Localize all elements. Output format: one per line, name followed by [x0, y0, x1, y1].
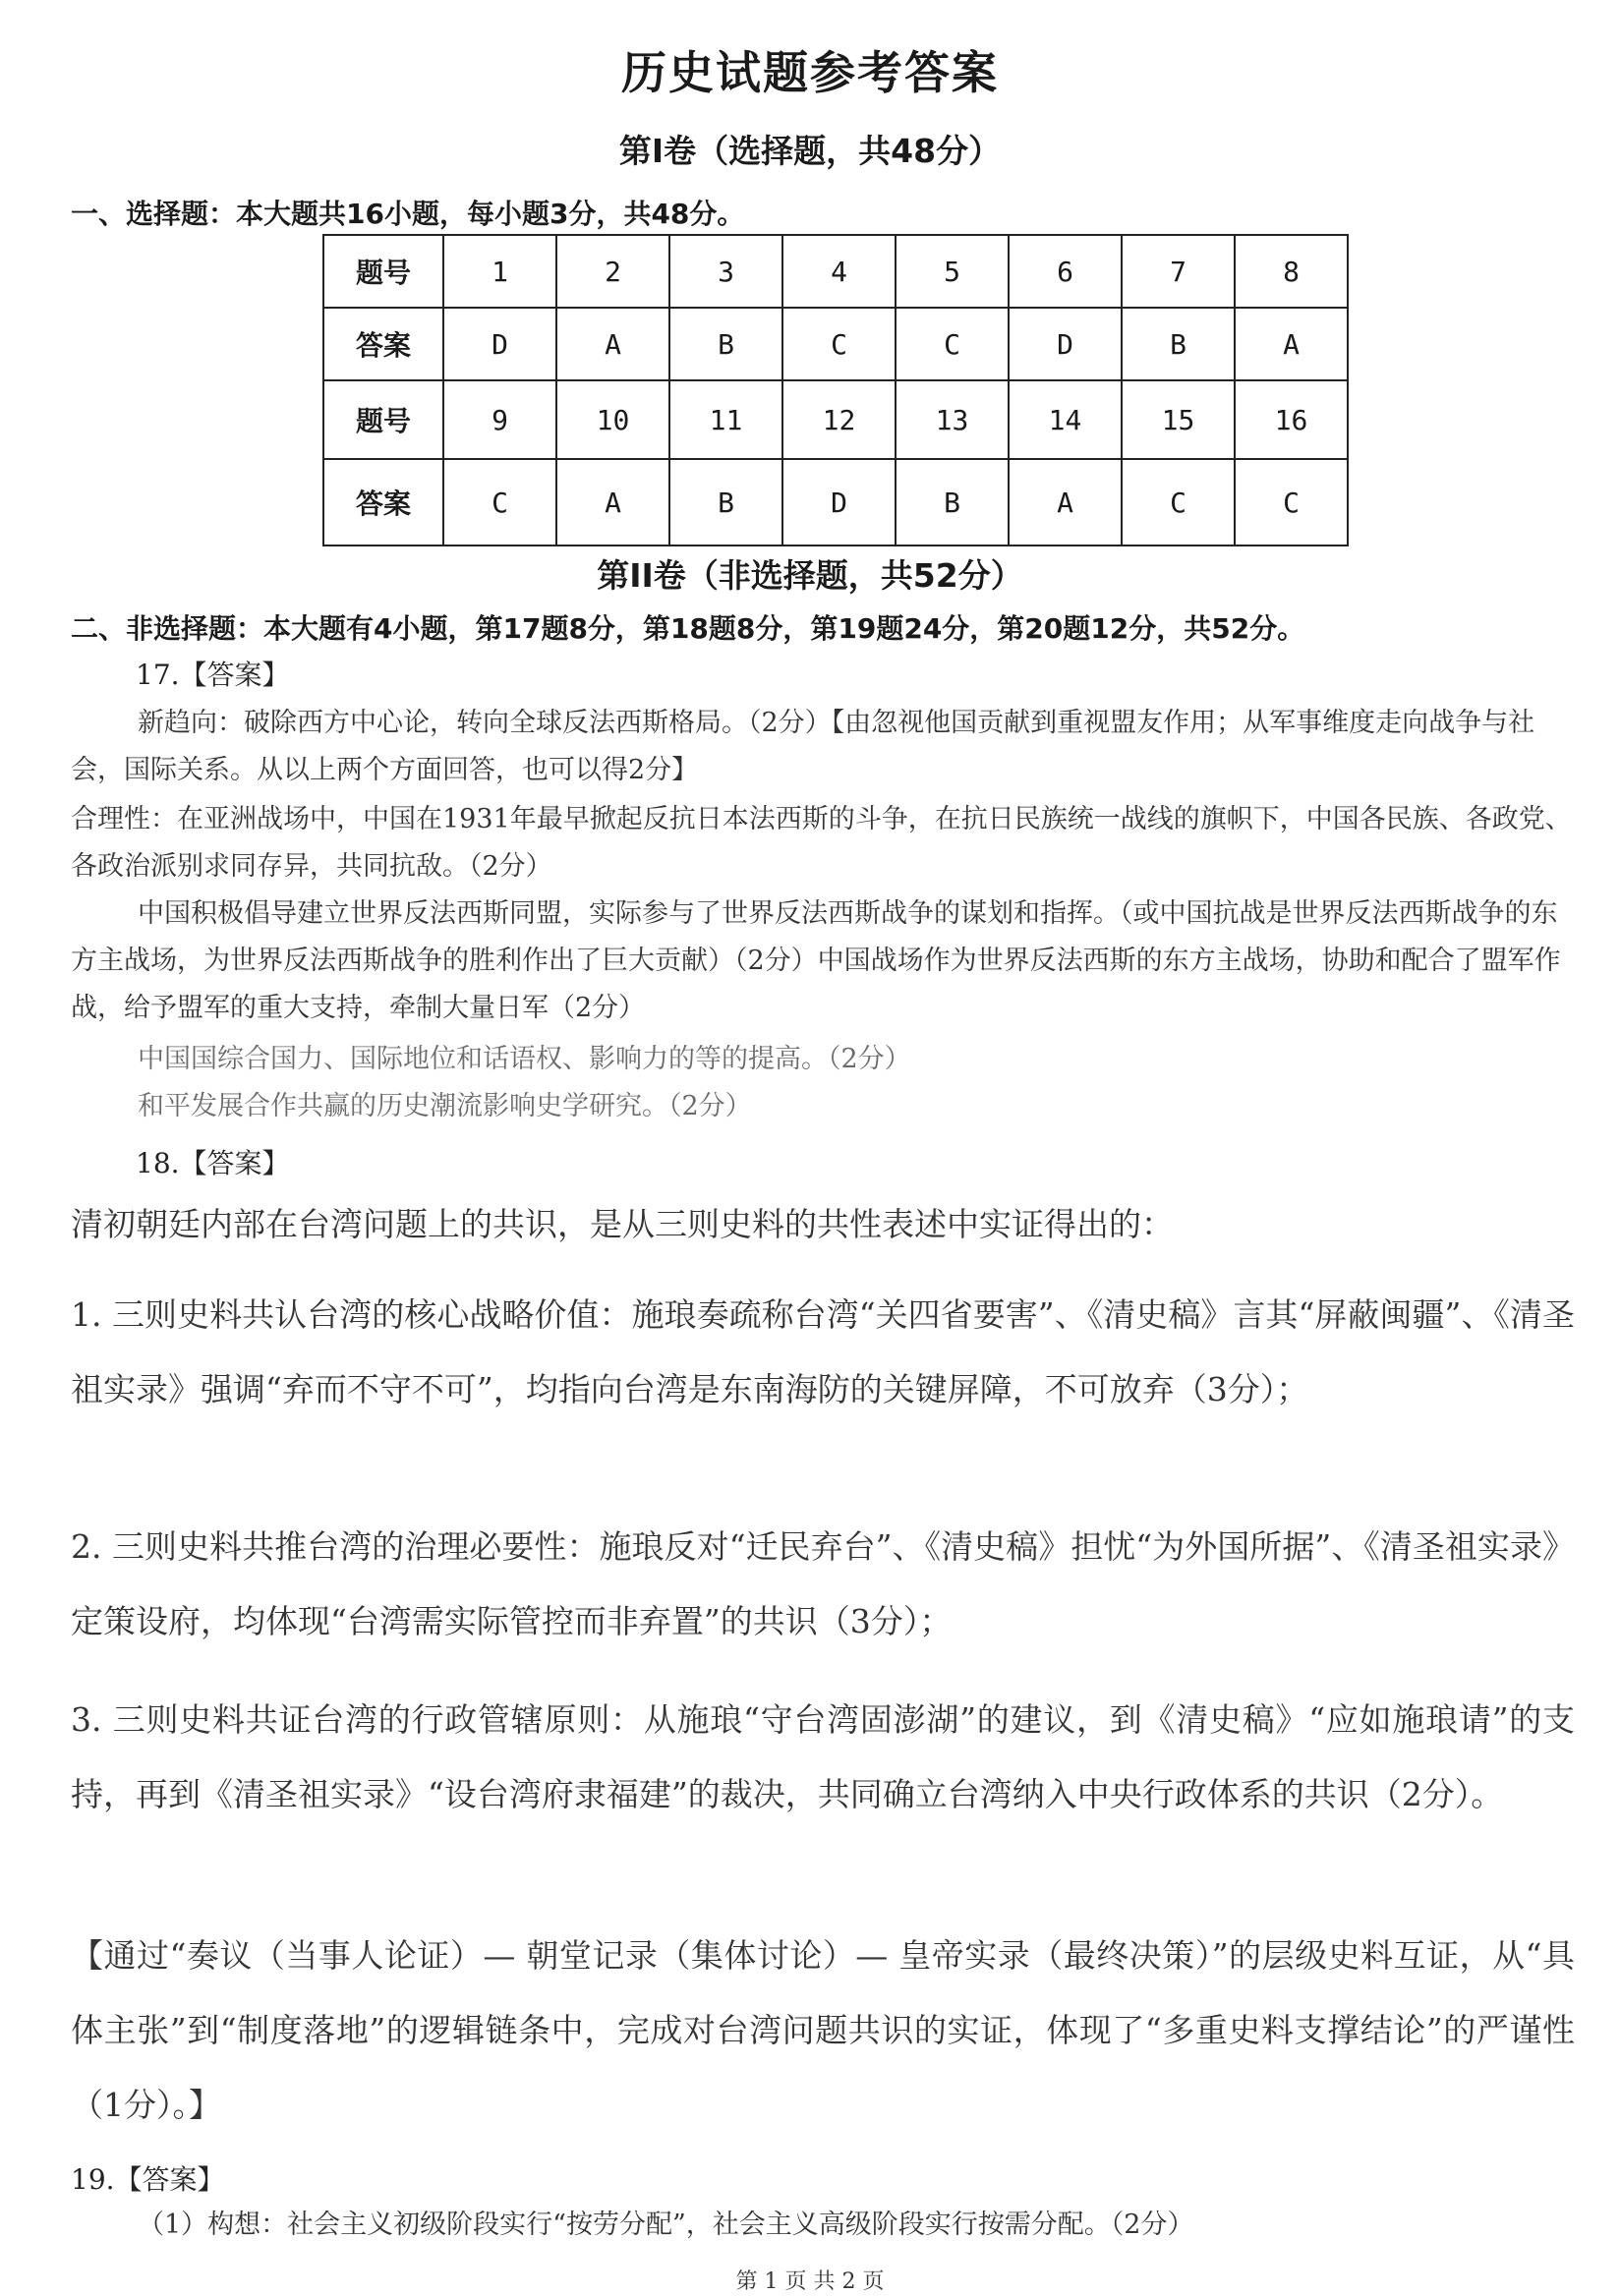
answer-cell: B	[896, 459, 1009, 545]
document-title: 历史试题参考答案	[621, 46, 999, 99]
q18-summary: 【通过“奏议（当事人论证）— 朝堂记录（集体讨论）— 皇帝实录（最终决策）”的层级史料互证，从“具体主张”到“制度落地”的逻辑链条中，完成对台湾问题共识的实证，体现了“多重史料支撑结论”的严谨性（1分）。】	[71, 1936, 1575, 2124]
answer-cell: A	[1009, 459, 1122, 545]
question-number: 7	[1122, 235, 1235, 308]
question-number: 13	[896, 380, 1009, 459]
question-number: 2	[556, 235, 669, 308]
answer-cell: C	[1235, 459, 1348, 545]
multiple-choice-answer-table	[322, 234, 1349, 546]
question-number: 10	[556, 380, 669, 459]
row-label-answer: 答案	[323, 459, 443, 545]
part1-section-label: 一、选择题：本大题共16小题，每小题3分，共48分。	[71, 198, 745, 230]
q18-label: 18.【答案】	[136, 1147, 290, 1179]
q18-point-1: 1. 三则史料共认台湾的核心战略价值：施琅奏疏称台湾“关四省要害”、《清史稿》言其“屏蔽闽疆”、《清圣祖实录》强调“弃而不守不可”，均指向台湾是东南海防的关键屏障，不可放弃（3分）；	[71, 1295, 1575, 1408]
question-number: 14	[1009, 380, 1122, 459]
q18-intro: 清初朝廷内部在台湾问题上的共识，是从三则史料的共性表述中实证得出的：	[71, 1205, 1174, 1243]
q18-point-2: 2. 三则史料共推台湾的治理必要性：施琅反对“迁民弃台”、《清史稿》担忧“为外国所据”、《清圣祖实录》定策设府，均体现“台湾需实际管控而非弃置”的共识（3分）；	[71, 1527, 1575, 1640]
part1-heading: 第Ⅰ卷（选择题，共48分）	[618, 132, 1002, 170]
q17-paragraph-trend: 新趋向：破除西方中心论，转向全球反法西斯格局。（2分）【由忽视他国贡献到重视盟友作用；从军事维度走向战争与社会，国际关系。从以上两个方面回答，也可以得2分】	[71, 708, 1535, 785]
q18-point-3: 3. 三则史料共证台湾的行政管辖原则：从施琅“守台湾固澎湖”的建议，到《清史稿》“应如施琅请”的支持，再到《清圣祖实录》“设台湾府隶福建”的裁决，共同确立台湾纳入中央行政体系的共识（2分）。	[71, 1700, 1575, 1813]
q17-label: 17.【答案】	[136, 659, 290, 691]
question-number: 6	[1009, 235, 1122, 308]
answer-cell: C	[896, 308, 1009, 380]
answer-cell: B	[1122, 308, 1235, 380]
q17-paragraph-alliance: 中国积极倡导建立世界反法西斯同盟，实际参与了世界反法西斯战争的谋划和指挥。（或中国抗战是世界反法西斯战争的东方主战场，为世界反法西斯战争的胜利作出了巨大贡献）（2分）中国战场作为世界反法西斯的东方主战场，协助和配合了盟军作战，给予盟军的重大支持，牵制大量日军（2分）	[71, 898, 1561, 1023]
part2-section-label: 二、非选择题：本大题有4小题，第17题8分，第18题8分，第19题24分，第20题12分，共52分。	[71, 612, 1305, 645]
question-number: 12	[782, 380, 896, 459]
table-row-answers-1	[323, 308, 1348, 380]
page-footer: 第 1 页 共 2 页	[735, 2269, 885, 2294]
table-row-answers-2	[323, 459, 1348, 545]
question-number: 16	[1235, 380, 1348, 459]
question-number: 1	[443, 235, 556, 308]
answer-cell: A	[556, 459, 669, 545]
answer-cell: B	[669, 459, 782, 545]
answer-cell: C	[1122, 459, 1235, 545]
table-row-questions-1	[323, 235, 1348, 308]
answer-cell: D	[782, 459, 896, 545]
row-label-answer: 答案	[323, 308, 443, 380]
question-number: 4	[782, 235, 896, 308]
q17-paragraph-peace: 和平发展合作共赢的历史潮流影响史学研究。（2分）	[138, 1091, 752, 1121]
part2-heading: 第II卷（非选择题，共52分）	[597, 556, 1023, 595]
question-number: 9	[443, 380, 556, 459]
answer-cell: C	[443, 459, 556, 545]
answer-cell: A	[1235, 308, 1348, 380]
q17-paragraph-rationality: 合理性：在亚洲战场中，中国在1931年最早掀起反抗日本法西斯的斗争，在抗日民族统一战线的旗帜下，中国各民族、各政党、各政治派别求同存异，共同抗敌。（2分）	[71, 804, 1572, 882]
row-label-question: 题号	[323, 380, 443, 459]
question-number: 8	[1235, 235, 1348, 308]
q17-paragraph-national-power: 中国国综合国力、国际地位和话语权、影响力的等的提高。（2分）	[138, 1044, 911, 1074]
answer-cell: C	[782, 308, 896, 380]
q19-paragraph-1: （1）构想：社会主义初级阶段实行“按劳分配”，社会主义高级阶段实行按需分配。（2分）	[138, 2210, 1194, 2240]
q19-label: 19.【答案】	[71, 2163, 225, 2196]
question-number: 5	[896, 235, 1009, 308]
question-number: 15	[1122, 380, 1235, 459]
answer-cell: D	[443, 308, 556, 380]
question-number: 11	[669, 380, 782, 459]
question-number: 3	[669, 235, 782, 308]
answer-cell: D	[1009, 308, 1122, 380]
answer-cell: B	[669, 308, 782, 380]
row-label-question: 题号	[323, 235, 443, 308]
answer-cell: A	[556, 308, 669, 380]
table-row-questions-2	[323, 380, 1348, 459]
